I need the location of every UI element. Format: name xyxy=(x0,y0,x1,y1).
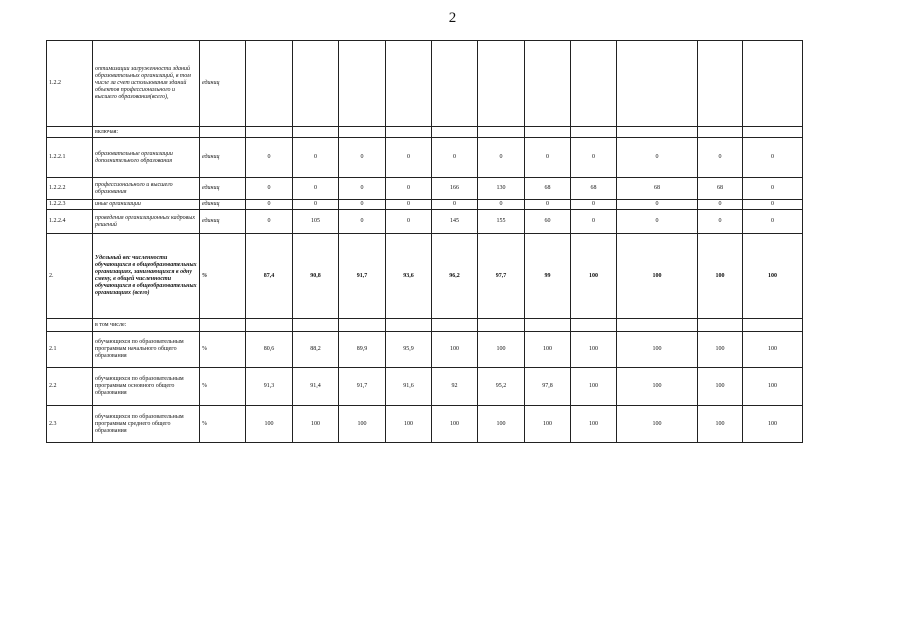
row-value-cell: 68 xyxy=(525,178,571,200)
row-value-cell: 0 xyxy=(617,138,698,178)
row-value-cell: 0 xyxy=(743,200,803,210)
row-value-cell xyxy=(571,127,617,138)
row-value-cell xyxy=(293,41,339,127)
table-row xyxy=(47,200,803,210)
row-value-cell: 0 xyxy=(525,138,571,178)
row-value-cell: 105 xyxy=(293,210,339,234)
row-code-cell: 1.2.2.3 xyxy=(47,200,93,210)
row-value-cell xyxy=(617,319,698,332)
row-value-cell xyxy=(339,41,386,127)
row-value-cell: 100 xyxy=(617,406,698,443)
table-row xyxy=(47,368,803,406)
row-value-cell: 100 xyxy=(571,332,617,368)
row-unit-cell xyxy=(200,127,246,138)
row-value-cell xyxy=(617,127,698,138)
row-value-cell xyxy=(246,41,293,127)
row-value-cell: 91,4 xyxy=(293,368,339,406)
row-value-cell: 0 xyxy=(478,200,525,210)
row-name-cell: включая: xyxy=(93,127,200,138)
row-value-cell xyxy=(698,41,743,127)
row-value-cell: 68 xyxy=(617,178,698,200)
indicator-table xyxy=(46,40,803,443)
row-unit-cell: единиц xyxy=(200,178,246,200)
row-value-cell: 0 xyxy=(293,178,339,200)
row-value-cell: 0 xyxy=(743,178,803,200)
row-value-cell: 90,8 xyxy=(293,234,339,319)
row-value-cell xyxy=(698,319,743,332)
table-row xyxy=(47,178,803,200)
row-value-cell: 88,2 xyxy=(293,332,339,368)
row-value-cell xyxy=(571,41,617,127)
row-value-cell xyxy=(698,127,743,138)
row-value-cell: 0 xyxy=(339,210,386,234)
table-row xyxy=(47,406,803,443)
page-number: 2 xyxy=(448,10,457,26)
row-code-cell xyxy=(47,127,93,138)
row-value-cell: 100 xyxy=(432,406,478,443)
row-value-cell xyxy=(293,127,339,138)
row-value-cell xyxy=(386,127,432,138)
row-value-cell xyxy=(743,127,803,138)
row-value-cell: 100 xyxy=(246,406,293,443)
row-value-cell: 100 xyxy=(743,234,803,319)
row-value-cell: 100 xyxy=(525,332,571,368)
row-value-cell xyxy=(743,319,803,332)
row-value-cell xyxy=(386,319,432,332)
table-row xyxy=(47,138,803,178)
row-value-cell: 95,9 xyxy=(386,332,432,368)
row-value-cell xyxy=(571,319,617,332)
row-value-cell: 91,7 xyxy=(339,234,386,319)
row-name-cell: обучающихся по образовательным программам среднего общего образования xyxy=(93,406,200,443)
row-value-cell: 87,4 xyxy=(246,234,293,319)
row-value-cell: 100 xyxy=(617,234,698,319)
row-value-cell: 0 xyxy=(743,210,803,234)
row-value-cell xyxy=(525,41,571,127)
row-value-cell xyxy=(478,41,525,127)
table-body xyxy=(47,41,803,443)
row-value-cell: 100 xyxy=(293,406,339,443)
row-value-cell: 91,7 xyxy=(339,368,386,406)
row-value-cell xyxy=(246,127,293,138)
table-row xyxy=(47,41,803,127)
row-value-cell: 100 xyxy=(571,406,617,443)
row-unit-cell: единиц xyxy=(200,138,246,178)
row-value-cell: 100 xyxy=(478,332,525,368)
row-value-cell: 100 xyxy=(743,368,803,406)
row-code-cell: 2.1 xyxy=(47,332,93,368)
row-value-cell: 100 xyxy=(617,368,698,406)
row-value-cell: 100 xyxy=(698,368,743,406)
row-value-cell: 80,6 xyxy=(246,332,293,368)
row-value-cell: 0 xyxy=(571,200,617,210)
row-value-cell xyxy=(478,127,525,138)
row-unit-cell: % xyxy=(200,406,246,443)
row-value-cell: 100 xyxy=(617,332,698,368)
row-value-cell xyxy=(432,127,478,138)
row-unit-cell: % xyxy=(200,234,246,319)
row-code-cell: 2.2 xyxy=(47,368,93,406)
row-value-cell: 100 xyxy=(698,406,743,443)
row-value-cell: 100 xyxy=(743,332,803,368)
row-name-cell: проведения организационных кадровых решений xyxy=(93,210,200,234)
row-value-cell xyxy=(525,319,571,332)
row-name-cell: образовательные организации дополнительного образования xyxy=(93,138,200,178)
row-value-cell: 166 xyxy=(432,178,478,200)
row-value-cell: 100 xyxy=(386,406,432,443)
row-value-cell xyxy=(743,41,803,127)
row-value-cell xyxy=(339,127,386,138)
row-code-cell: 1.2.2.4 xyxy=(47,210,93,234)
row-name-cell: иные организации xyxy=(93,200,200,210)
row-name-cell: обучающихся по образовательным программам основного общего образования xyxy=(93,368,200,406)
row-name-cell: обучающихся по образовательным программам начального общего образования xyxy=(93,332,200,368)
table-row xyxy=(47,319,803,332)
row-value-cell: 97,8 xyxy=(525,368,571,406)
row-value-cell: 0 xyxy=(293,200,339,210)
row-value-cell xyxy=(246,319,293,332)
row-value-cell: 100 xyxy=(698,332,743,368)
row-value-cell: 0 xyxy=(246,210,293,234)
row-value-cell: 68 xyxy=(571,178,617,200)
row-value-cell: 0 xyxy=(571,210,617,234)
row-value-cell: 0 xyxy=(246,200,293,210)
table-row xyxy=(47,234,803,319)
row-name-cell: профессионального и высшего образования xyxy=(93,178,200,200)
row-value-cell xyxy=(617,41,698,127)
row-value-cell: 0 xyxy=(698,138,743,178)
row-value-cell: 60 xyxy=(525,210,571,234)
row-value-cell: 100 xyxy=(339,406,386,443)
row-unit-cell: единиц xyxy=(200,41,246,127)
row-value-cell: 99 xyxy=(525,234,571,319)
row-code-cell: 1.2.2.2 xyxy=(47,178,93,200)
row-value-cell: 91,6 xyxy=(386,368,432,406)
row-value-cell xyxy=(432,41,478,127)
row-code-cell: 1.2.2.1 xyxy=(47,138,93,178)
row-value-cell xyxy=(386,41,432,127)
row-value-cell: 100 xyxy=(571,234,617,319)
table-row xyxy=(47,332,803,368)
row-value-cell: 0 xyxy=(246,138,293,178)
row-value-cell: 0 xyxy=(386,200,432,210)
row-value-cell: 100 xyxy=(571,368,617,406)
row-value-cell: 89,9 xyxy=(339,332,386,368)
row-value-cell: 100 xyxy=(743,406,803,443)
row-value-cell: 68 xyxy=(698,178,743,200)
row-value-cell: 0 xyxy=(432,200,478,210)
row-code-cell xyxy=(47,319,93,332)
row-value-cell: 130 xyxy=(478,178,525,200)
row-unit-cell: % xyxy=(200,332,246,368)
row-unit-cell xyxy=(200,319,246,332)
row-name-cell: Удельный вес численности обучающихся в общеобразовательных организациях, занимающихся в одну смену, в общей численности обучающихся в общеобразовательных организациях (всего) xyxy=(93,234,200,319)
row-value-cell: 0 xyxy=(339,138,386,178)
row-unit-cell: % xyxy=(200,368,246,406)
row-value-cell: 0 xyxy=(698,200,743,210)
row-value-cell: 100 xyxy=(478,406,525,443)
row-value-cell xyxy=(339,319,386,332)
row-value-cell: 0 xyxy=(617,210,698,234)
row-unit-cell: единиц xyxy=(200,210,246,234)
row-value-cell xyxy=(432,319,478,332)
row-unit-cell: единиц xyxy=(200,200,246,210)
row-value-cell: 100 xyxy=(525,406,571,443)
row-value-cell: 93,6 xyxy=(386,234,432,319)
table-row xyxy=(47,127,803,138)
row-value-cell: 95,2 xyxy=(478,368,525,406)
row-name-cell: оптимизации загруженности зданий образовательных организаций, в том числе за счет использования зданий объектов профессионального и высшего образования(всего), xyxy=(93,41,200,127)
row-value-cell: 91,3 xyxy=(246,368,293,406)
row-value-cell: 0 xyxy=(478,138,525,178)
row-value-cell: 0 xyxy=(386,210,432,234)
row-value-cell: 0 xyxy=(571,138,617,178)
row-value-cell: 100 xyxy=(698,234,743,319)
row-name-cell: в том числе: xyxy=(93,319,200,332)
row-value-cell: 0 xyxy=(743,138,803,178)
row-value-cell: 155 xyxy=(478,210,525,234)
row-value-cell xyxy=(525,127,571,138)
row-value-cell: 0 xyxy=(432,138,478,178)
row-value-cell: 0 xyxy=(386,138,432,178)
row-value-cell: 100 xyxy=(432,332,478,368)
row-code-cell: 2. xyxy=(47,234,93,319)
row-value-cell: 0 xyxy=(698,210,743,234)
row-value-cell: 92 xyxy=(432,368,478,406)
row-value-cell: 96,2 xyxy=(432,234,478,319)
row-value-cell: 0 xyxy=(246,178,293,200)
row-value-cell: 0 xyxy=(617,200,698,210)
row-value-cell: 0 xyxy=(386,178,432,200)
row-value-cell: 0 xyxy=(293,138,339,178)
row-value-cell: 0 xyxy=(339,178,386,200)
row-value-cell xyxy=(478,319,525,332)
row-code-cell: 2.3 xyxy=(47,406,93,443)
row-value-cell: 97,7 xyxy=(478,234,525,319)
row-value-cell xyxy=(293,319,339,332)
row-value-cell: 0 xyxy=(339,200,386,210)
row-code-cell: 1.2.2 xyxy=(47,41,93,127)
row-value-cell: 0 xyxy=(525,200,571,210)
table-row xyxy=(47,210,803,234)
row-value-cell: 145 xyxy=(432,210,478,234)
